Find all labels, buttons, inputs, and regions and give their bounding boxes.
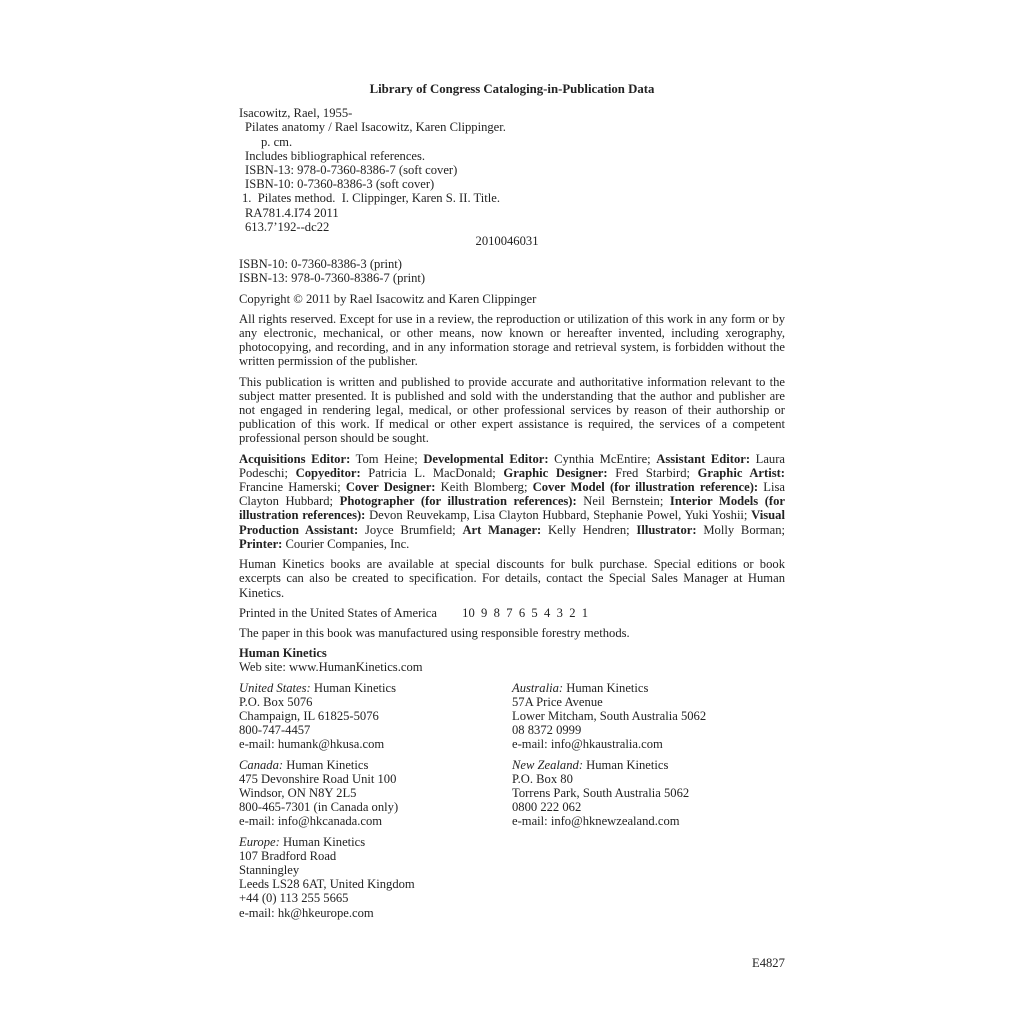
credit-name: Lisa Clayton Hubbard; [239,480,785,509]
credit-role: Acquisitions Editor: [239,451,351,466]
cip-dewey: 613.7’192--dc22 [245,219,330,234]
address-line: Champaign, IL 61825-5076 [239,708,379,723]
cip-subjects: 1. Pilates method. I. Clippinger, Karen S. II. Title. [242,191,500,206]
address-email[interactable]: e-mail: info@hkaustralia.com [512,737,663,752]
address-region: Australia: [512,680,564,695]
address-columns [239,681,785,926]
credit-role: Graphic Designer: [503,465,608,480]
cip-author: Isacowitz, Rael, 1955- [239,106,353,121]
address-line: Windsor, ON N8Y 2L5 [239,785,357,800]
publisher-name: Human Kinetics [239,646,327,661]
credit-name: Molly Borman; [696,522,785,537]
credit-name: Tom Heine; [350,451,424,466]
cip-heading: Library of Congress Cataloging-in-Publication Data [369,82,655,96]
isbn13-print: ISBN-13: 978-0-7360-8386-7 (print) [239,271,426,286]
product-code: E4827 [752,956,785,970]
printed-country: Printed in the United States of America [239,605,437,620]
address-line: 800-465-7301 (in Canada only) [239,800,399,815]
address-heading [239,758,512,772]
address-line: Leeds LS28 6AT, United Kingdom [239,877,415,892]
address-canada [239,758,512,829]
credit-role: Visual Production Assistant: [239,508,785,537]
address-heading [512,681,785,695]
address-region: United States: [239,680,311,695]
address-new-zealand [512,758,785,829]
address-column-left [239,681,512,926]
address-email[interactable]: e-mail: humank@hkusa.com [239,737,385,752]
print-run: 10 9 8 7 6 5 4 3 2 1 [462,605,589,620]
cip-notes: Includes bibliographical references. [245,148,426,163]
address-company: Human Kinetics [310,680,397,695]
address-line: +44 (0) 113 255 5665 [239,891,349,906]
address-line: P.O. Box 5076 [239,694,313,709]
credit-name: Kelly Hendren; [541,522,637,537]
credit-role: Graphic Artist: [697,465,785,480]
address-line: 107 Bradford Road [239,848,337,863]
cip-isbn10: ISBN-10: 0-7360-8386-3 (soft cover) [245,177,435,192]
credits-paragraph [239,452,785,551]
credit-name: Laura Podeschi; [239,451,786,480]
address-heading [239,681,512,695]
credit-role: Assistant Editor: [656,451,751,466]
credit-role: Interior Models (for illustration references): [239,494,785,523]
credit-role: Photographer (for illustration references): [339,494,577,509]
cip-block [239,106,785,248]
copyright-line: Copyright © 2011 by Rael Isacowitz and Karen Clippinger [239,291,537,306]
address-line: 0800 222 062 [512,800,582,815]
credit-role: Printer: [239,536,283,551]
credit-name: Courier Companies, Inc. [282,536,410,551]
credit-name: Cynthia McEntire; [548,451,657,466]
bulk-sales-paragraph: Human Kinetics books are available at special discounts for bulk purchase. Special editions or book excerpts can also be created to specification. For details, contact the Special Sales Manager at Human Kinetics. [239,557,785,600]
address-line: 57A Price Avenue [512,694,603,709]
cip-lc-class: RA781.4.I74 2011 [245,205,339,220]
address-line: Torrens Park, South Australia 5062 [512,785,690,800]
credit-name: Keith Blomberg; [435,480,533,495]
address-heading [239,835,512,849]
cip-pages: p. cm. [261,134,293,149]
credit-name: Patricia L. MacDonald; [360,465,504,480]
address-company: Human Kinetics [583,757,669,772]
address-us [239,681,512,752]
credit-role: Developmental Editor: [423,451,549,466]
credit-name: Francine Hamerski; [239,480,346,495]
address-company: Human Kinetics [279,834,366,849]
address-company: Human Kinetics [283,757,369,772]
cip-title: Pilates anatomy / Rael Isacowitz, Karen Clippinger. [245,120,506,135]
address-line: 08 8372 0999 [512,723,582,738]
address-europe [239,835,512,920]
address-email[interactable]: e-mail: info@hkcanada.com [239,814,383,829]
address-line: P.O. Box 80 [512,771,573,786]
cip-isbn13: ISBN-13: 978-0-7360-8386-7 (soft cover) [245,163,458,178]
address-line: 800-747-4457 [239,723,311,738]
credit-name: Joyce Brumfield; [358,522,463,537]
address-column-right [512,681,785,926]
credit-name: Neil Bernstein; [576,494,670,509]
address-region: Europe: [239,834,280,849]
credit-role: Illustrator: [636,522,697,537]
credit-role: Copyeditor: [295,465,361,480]
rights-paragraph: All rights reserved. Except for use in a review, the reproduction or utilization of this work in any form or by any electronic, mechanical, or other means, now known or hereafter invented, including xerography, photocopying, and recording, and in any information storage and retrieval system, is forbidden without the written permission of the publisher. [239,311,785,369]
disclaimer-paragraph: This publication is written and published to provide accurate and authoritative information relevant to the subject matter presented. It is published and sold with the understanding that the author and publisher are not engaged in rendering legal, medical, or other professional services by reason of their authorship or publication of this work. If medical or other expert assistance is required, the services of a competent professional person should be sought. [239,374,785,446]
address-email[interactable]: e-mail: hk@hkeurope.com [239,905,374,920]
publisher-website[interactable]: Web site: www.HumanKinetics.com [239,660,423,675]
credit-role: Cover Designer: [345,480,436,495]
address-company: Human Kinetics [563,680,649,695]
publisher-block [239,646,785,674]
credit-role: Cover Model (for illustration reference): [532,480,759,495]
isbn10-print: ISBN-10: 0-7360-8386-3 (print) [239,257,402,272]
paper-note: The paper in this book was manufactured using responsible forestry methods. [239,625,630,640]
printed-line [239,606,785,620]
isbn-print [239,257,785,285]
address-email[interactable]: e-mail: info@hknewzealand.com [512,814,680,829]
credit-name: Devon Reuvekamp, Lisa Clayton Hubbard, Stephanie Powel, Yuki Yoshii; [365,508,752,523]
address-heading [512,758,785,772]
address-line: Stanningley [239,862,300,877]
address-line: 475 Devonshire Road Unit 100 [239,771,397,786]
cip-lccn: 2010046031 [475,234,539,249]
address-region: Canada: [239,757,284,772]
address-region: New Zealand: [512,757,584,772]
copyright-page [239,82,785,926]
credit-name: Fred Starbird; [607,465,698,480]
address-line: Lower Mitcham, South Australia 5062 [512,708,707,723]
address-australia [512,681,785,752]
credit-role: Art Manager: [462,522,542,537]
